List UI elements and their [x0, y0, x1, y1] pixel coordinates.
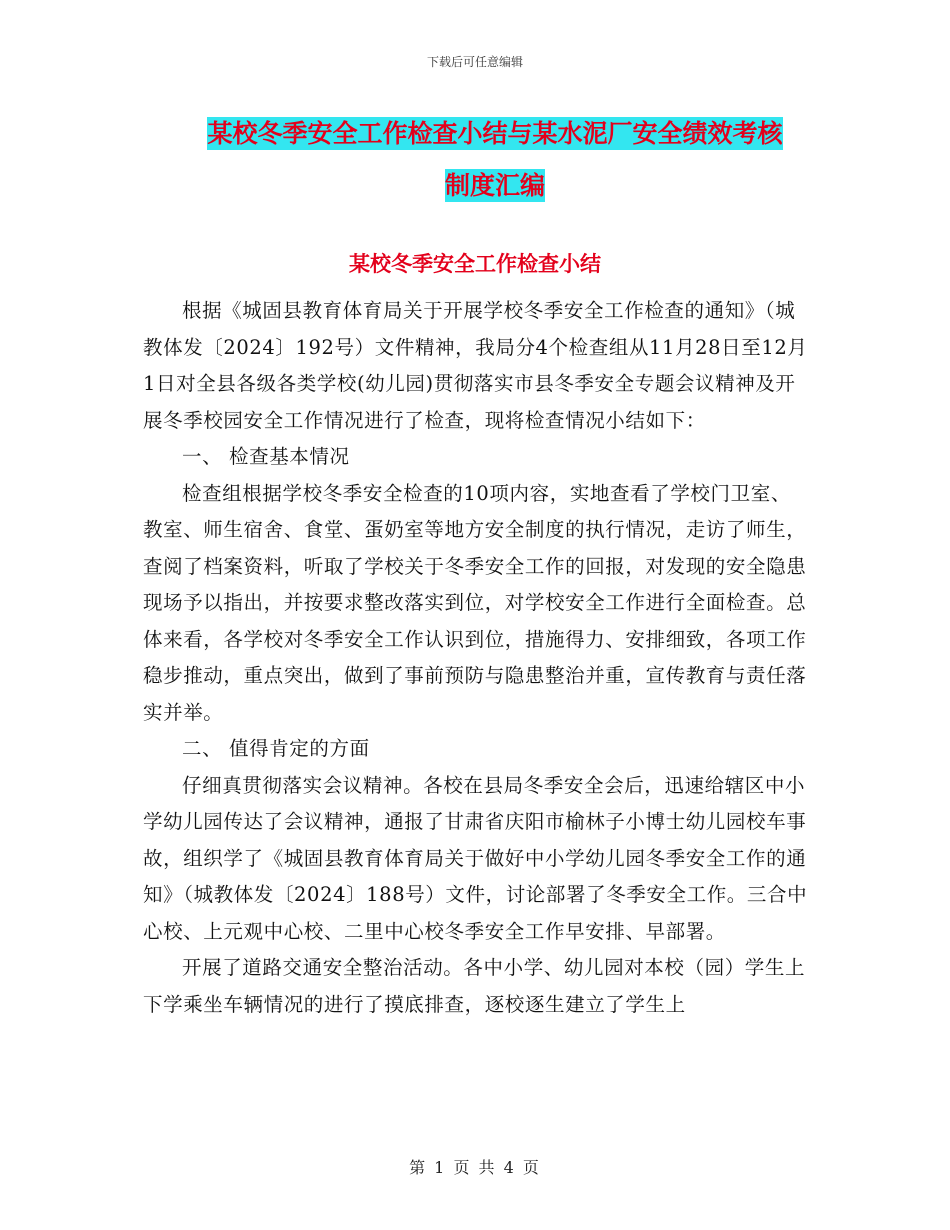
document-title-line2: 制度汇编	[444, 171, 545, 200]
paragraph-basic-situation: 检查组根据学校冬季安全检查的10项内容，实地查看了学校门卫室、教室、师生宿舍、食堂、蛋奶室等地方安全制度的执行情况，走访了师生，查阅了档案资料，听取了学校关于冬季安全工作的回报，对发现的安全隐患现场予以指出，并按要求整改落实到位，对学校安全工作进行全面检查。总体来看，各学校对冬季安全工作认识到位，措施得力、安排细致，各项工作稳步推动，重点突出，做到了事前预防与隐患整治并重，宣传教育与责任落实并举。	[143, 481, 807, 724]
document-title-line1: 某校冬季安全工作检查小结与某水泥厂安全绩效考核	[207, 119, 783, 148]
page-number-footer: 第 1 页 共 4 页	[409, 1158, 541, 1177]
heading-positive-aspects: 二、 值得肯定的方面	[182, 737, 370, 760]
paragraph-traffic-safety: 开展了道路交通安全整治活动。各中小学、幼儿园对本校（园）学生上下学乘坐车辆情况的进行了摸底排查，逐校逐生建立了学生上	[143, 956, 806, 1016]
heading-basic-situation: 一、 检查基本情况	[182, 445, 350, 468]
paragraph-intro: 根据《城固县教育体育局关于开展学校冬季安全工作检查的通知》（城教体发〔2024〕192号）文件精神，我局分4个检查组从11月28日至12月1日对全县各级各类学校(幼儿园)贯彻落实市县冬季安全专题会议精神及开展冬季校园安全工作情况进行了检查，现将检查情况小结如下：	[143, 299, 808, 432]
paragraph-meeting-spirit: 仔细真贯彻落实会议精神。各校在县局冬季安全会后，迅速给辖区中小学幼儿园传达了会议精神，通报了甘肃省庆阳市榆林子小博士幼儿园校车事故，组织学了《城固县教育体育局关于做好中小学幼儿园冬季安全工作的通知》（城教体发〔2024〕188号）文件，讨论部署了冬季安全工作。三合中心校、上元观中心校、二里中心校冬季安全工作早安排、早部署。	[143, 773, 808, 943]
document-title	[150, 108, 840, 212]
section-title: 某校冬季安全工作检查小结	[349, 252, 601, 276]
header-note: 下载后可任意编辑	[426, 55, 523, 69]
document-body	[143, 293, 808, 1023]
